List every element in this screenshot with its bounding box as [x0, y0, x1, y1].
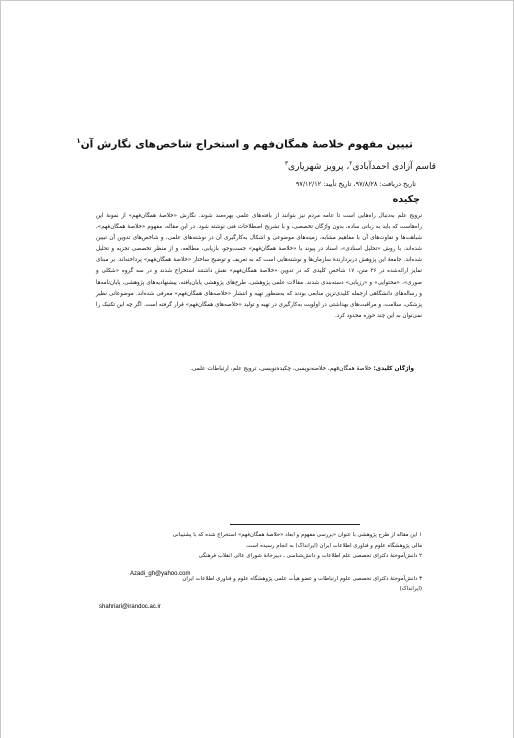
- footnote-3-line-2: (ایرانداک): [399, 586, 422, 592]
- keywords-label: واژگان کلیدی:: [373, 366, 414, 372]
- footnote-1-line-1: ۱ این مقاله از طرح پژوهشی با عنوان «بررسی مفهوم و ابعاد «خلاصهٔ همگان‌فهم» استخراج شده که با پشتیبانی: [172, 532, 422, 538]
- title-footnote-marker: ۱: [76, 137, 81, 145]
- article-title-text: تبیین مفهوم خلاصهٔ همگان‌فهم و استخراج شاخص‌های نگارش آن: [80, 138, 413, 151]
- author-1-name: قاسم آزادی احمدآبادی: [352, 162, 436, 172]
- author-2-footnote-marker: ۳: [284, 160, 289, 167]
- submission-dates: تاریخ دریافت: ۹۷/۸/۲۸، تاریخ تأیید: ۹۷/۱۲/۱۲: [295, 180, 416, 188]
- footnotes: [102, 530, 422, 595]
- footnote-divider: [230, 524, 360, 525]
- footnote-2-line-1: ۲ دانش‌آموختهٔ دکترای تخصصی علم اطلاعات و دانش‌شناسی ـ دبیرخانهٔ شورای عالی انقلاب فرهنگی: [198, 553, 422, 559]
- keywords: [94, 366, 414, 372]
- article-title: [76, 137, 413, 151]
- article-authors: [106, 160, 436, 172]
- author-1-email[interactable]: Azadi_gh@yahoo.com: [130, 571, 191, 577]
- footnote-3-line-1: ۳ دانش‌آموختهٔ دکترای تخصصی علوم ارتباطات و عضو هیأت علمی پژوهشگاه علوم و فناوری اطلاعات ایران: [182, 575, 422, 582]
- author-2-email[interactable]: shahriari@irandoc.ac.ir: [99, 604, 161, 610]
- keywords-list: خلاصهٔ همگان‌فهم، خلاصه‌نویسی، چکیده‌نویسی، ترویج علم، ارتباطات علمی.: [190, 366, 374, 372]
- author-2-name: ، پرویز شهریاری: [288, 162, 350, 172]
- abstract-heading: چکیده: [392, 194, 420, 205]
- abstract-text: ترویج علم به‌دنبال راه‌هایی است تا عامه مردم نیز بتوانند از یافته‌های علمی بهره‌مند شوند. نگارش «خلاصهٔ همگان‌فهم» از نمونهٔ این راه‌هاست که باید به زبانی ساده، بدون واژگان تخصصی، و با تشریح اصطلاحات فنی نوشته شود. در این مقاله، مفهوم «خلاصهٔ همگان‌فهم»، شباهت‌ها و تفاوت‌های آن با مفاهیم مشابه، زمینه‌های موضوعی و اشکال به‌کارگیری آن در نوشته‌های علمی، و شاخص‌های تدوین آن تبیین شده‌اند. با روش «تحلیل اسنادی»، اسناد در پیوند با «خلاصهٔ همگان‌فهم» جست‌وجو، بازیابی، مطالعه، و از منظر تخصصی تجزیه و تحلیل شده‌اند. جامعهٔ این پژوهش دربردارندهٔ سازمان‌ها و نوشته‌هایی است که به تعریف و توضیح ساختار «خلاصهٔ همگان‌فهم» پرداخته‌اند. بر مبنای تمایز ارائه‌شده در ۳۶ متن، ۱۷ شاخص کلیدی که در تدوین «خلاصهٔ همگان‌فهم» نقش داشتند استخراج شدند و در سه گروه «شکلی و صوری»، «محتوایی» و «رزیابی» دسته‌بندی شدند. مقالات علمی پژوهشی، طرح‌های پژوهشی پایان‌یافته، پیشنهادیه‌های پژوهشی، پایان‌نامه‌ها و رساله‌های دانشگاهی ازجمله کلیدی‌ترین منابعی بودند که به‌منظور تهیه و انتشار «خلاصه‌های همگان‌فهم» معرفی شده‌اند. موضوعاتی نظیر پزشکی، سلامت، و مراقبت‌های بهداشتی در اولویت به‌کارگیری در تهیه و تولید «خلاصه‌های همگان‌فهم» قرار گرفته است. اگر چه این تکنیک را نمی‌توان به این چند حوزه محدود کرد.: [96, 213, 422, 319]
- footnote-1-line-2: مالی پژوهشگاه علوم و فناوری اطلاعات ایران (ایرانداک) به انجام رسیده است.: [245, 542, 422, 549]
- author-1-footnote-marker: ۲: [349, 160, 353, 167]
